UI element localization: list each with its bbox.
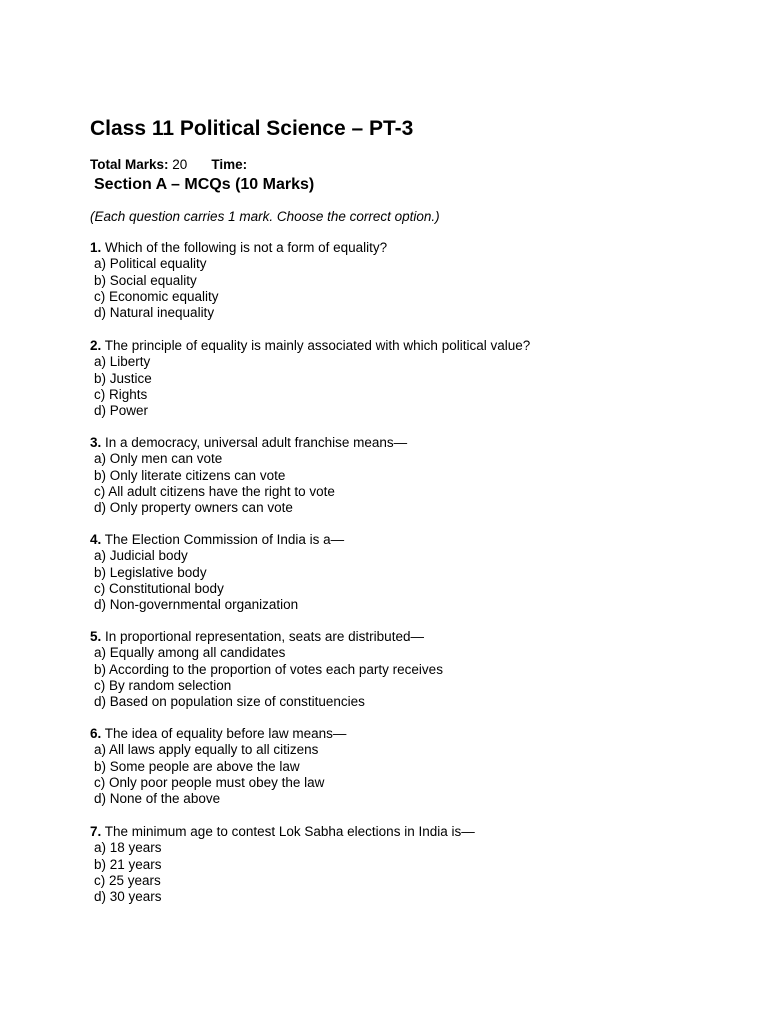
option-c: c) Constitutional body [94, 580, 224, 596]
question-text: Which of the following is not a form of equality? [105, 240, 388, 255]
total-marks-label: Total Marks: [90, 157, 169, 172]
option-c: c) 25 years [94, 872, 161, 888]
question-number: 5. [90, 629, 102, 644]
question-7 [90, 824, 475, 905]
total-marks-value: 20 [172, 157, 188, 172]
question-text-line [90, 532, 344, 548]
question-text-line [90, 240, 387, 256]
option-d: d) None of the above [94, 791, 221, 807]
option-d: d) Only property owners can vote [94, 500, 293, 516]
question-text: The Election Commission of India is a— [104, 532, 345, 547]
option-c: c) Only poor people must obey the law [94, 774, 325, 790]
option-d: d) Natural inequality [94, 305, 215, 321]
question-text: The idea of equality before law means— [104, 726, 347, 741]
option-c: c) Economic equality [94, 288, 219, 304]
question-2 [90, 338, 530, 419]
question-4 [90, 532, 344, 613]
question-text-line [90, 824, 475, 840]
page-title: Class 11 Political Science – PT-3 [90, 117, 414, 140]
question-number: 1. [90, 240, 102, 255]
option-b: b) Some people are above the law [94, 758, 300, 774]
question-1 [90, 240, 387, 321]
question-text-line [90, 726, 346, 742]
option-c: c) Rights [94, 386, 148, 402]
question-text-line [90, 435, 407, 451]
question-3 [90, 435, 407, 516]
option-c: c) All adult citizens have the right to vote [94, 483, 335, 499]
question-number: 6. [90, 726, 102, 741]
option-a: a) Only men can vote [94, 451, 223, 467]
marks-time-line [90, 156, 247, 173]
question-number: 2. [90, 338, 102, 353]
option-c: c) By random selection [94, 677, 232, 693]
question-5 [90, 629, 443, 710]
question-text: In proportional representation, seats are distributed— [105, 629, 424, 644]
option-a: a) Judicial body [94, 548, 188, 564]
option-b: b) Justice [94, 370, 152, 386]
option-a: a) 18 years [94, 840, 162, 856]
question-text: The minimum age to contest Lok Sabha elections in India is— [104, 824, 475, 839]
question-number: 4. [90, 532, 102, 547]
question-number: 3. [90, 435, 102, 450]
option-b: b) Only literate citizens can vote [94, 467, 286, 483]
question-text-line [90, 629, 443, 645]
option-b: b) Legislative body [94, 564, 207, 580]
section-heading: Section A – MCQs (10 Marks) [94, 176, 315, 193]
question-6 [90, 726, 346, 807]
option-b: b) According to the proportion of votes each party receives [94, 661, 443, 677]
time-label: Time: [211, 157, 248, 172]
section-instruction: (Each question carries 1 mark. Choose the correct option.) [90, 209, 440, 224]
option-d: d) Power [94, 403, 149, 419]
option-a: a) Equally among all candidates [94, 645, 286, 661]
option-d: d) Non-governmental organization [94, 597, 299, 613]
option-b: b) 21 years [94, 856, 162, 872]
question-number: 7. [90, 824, 102, 839]
option-b: b) Social equality [94, 272, 197, 288]
question-text: In a democracy, universal adult franchise means— [105, 435, 408, 450]
question-text-line [90, 338, 530, 354]
question-text: The principle of equality is mainly associated with which political value? [104, 338, 531, 353]
option-d: d) Based on population size of constituencies [94, 694, 365, 710]
option-a: a) All laws apply equally to all citizens [94, 742, 319, 758]
option-a: a) Liberty [94, 354, 151, 370]
option-d: d) 30 years [94, 889, 162, 905]
option-a: a) Political equality [94, 256, 207, 272]
